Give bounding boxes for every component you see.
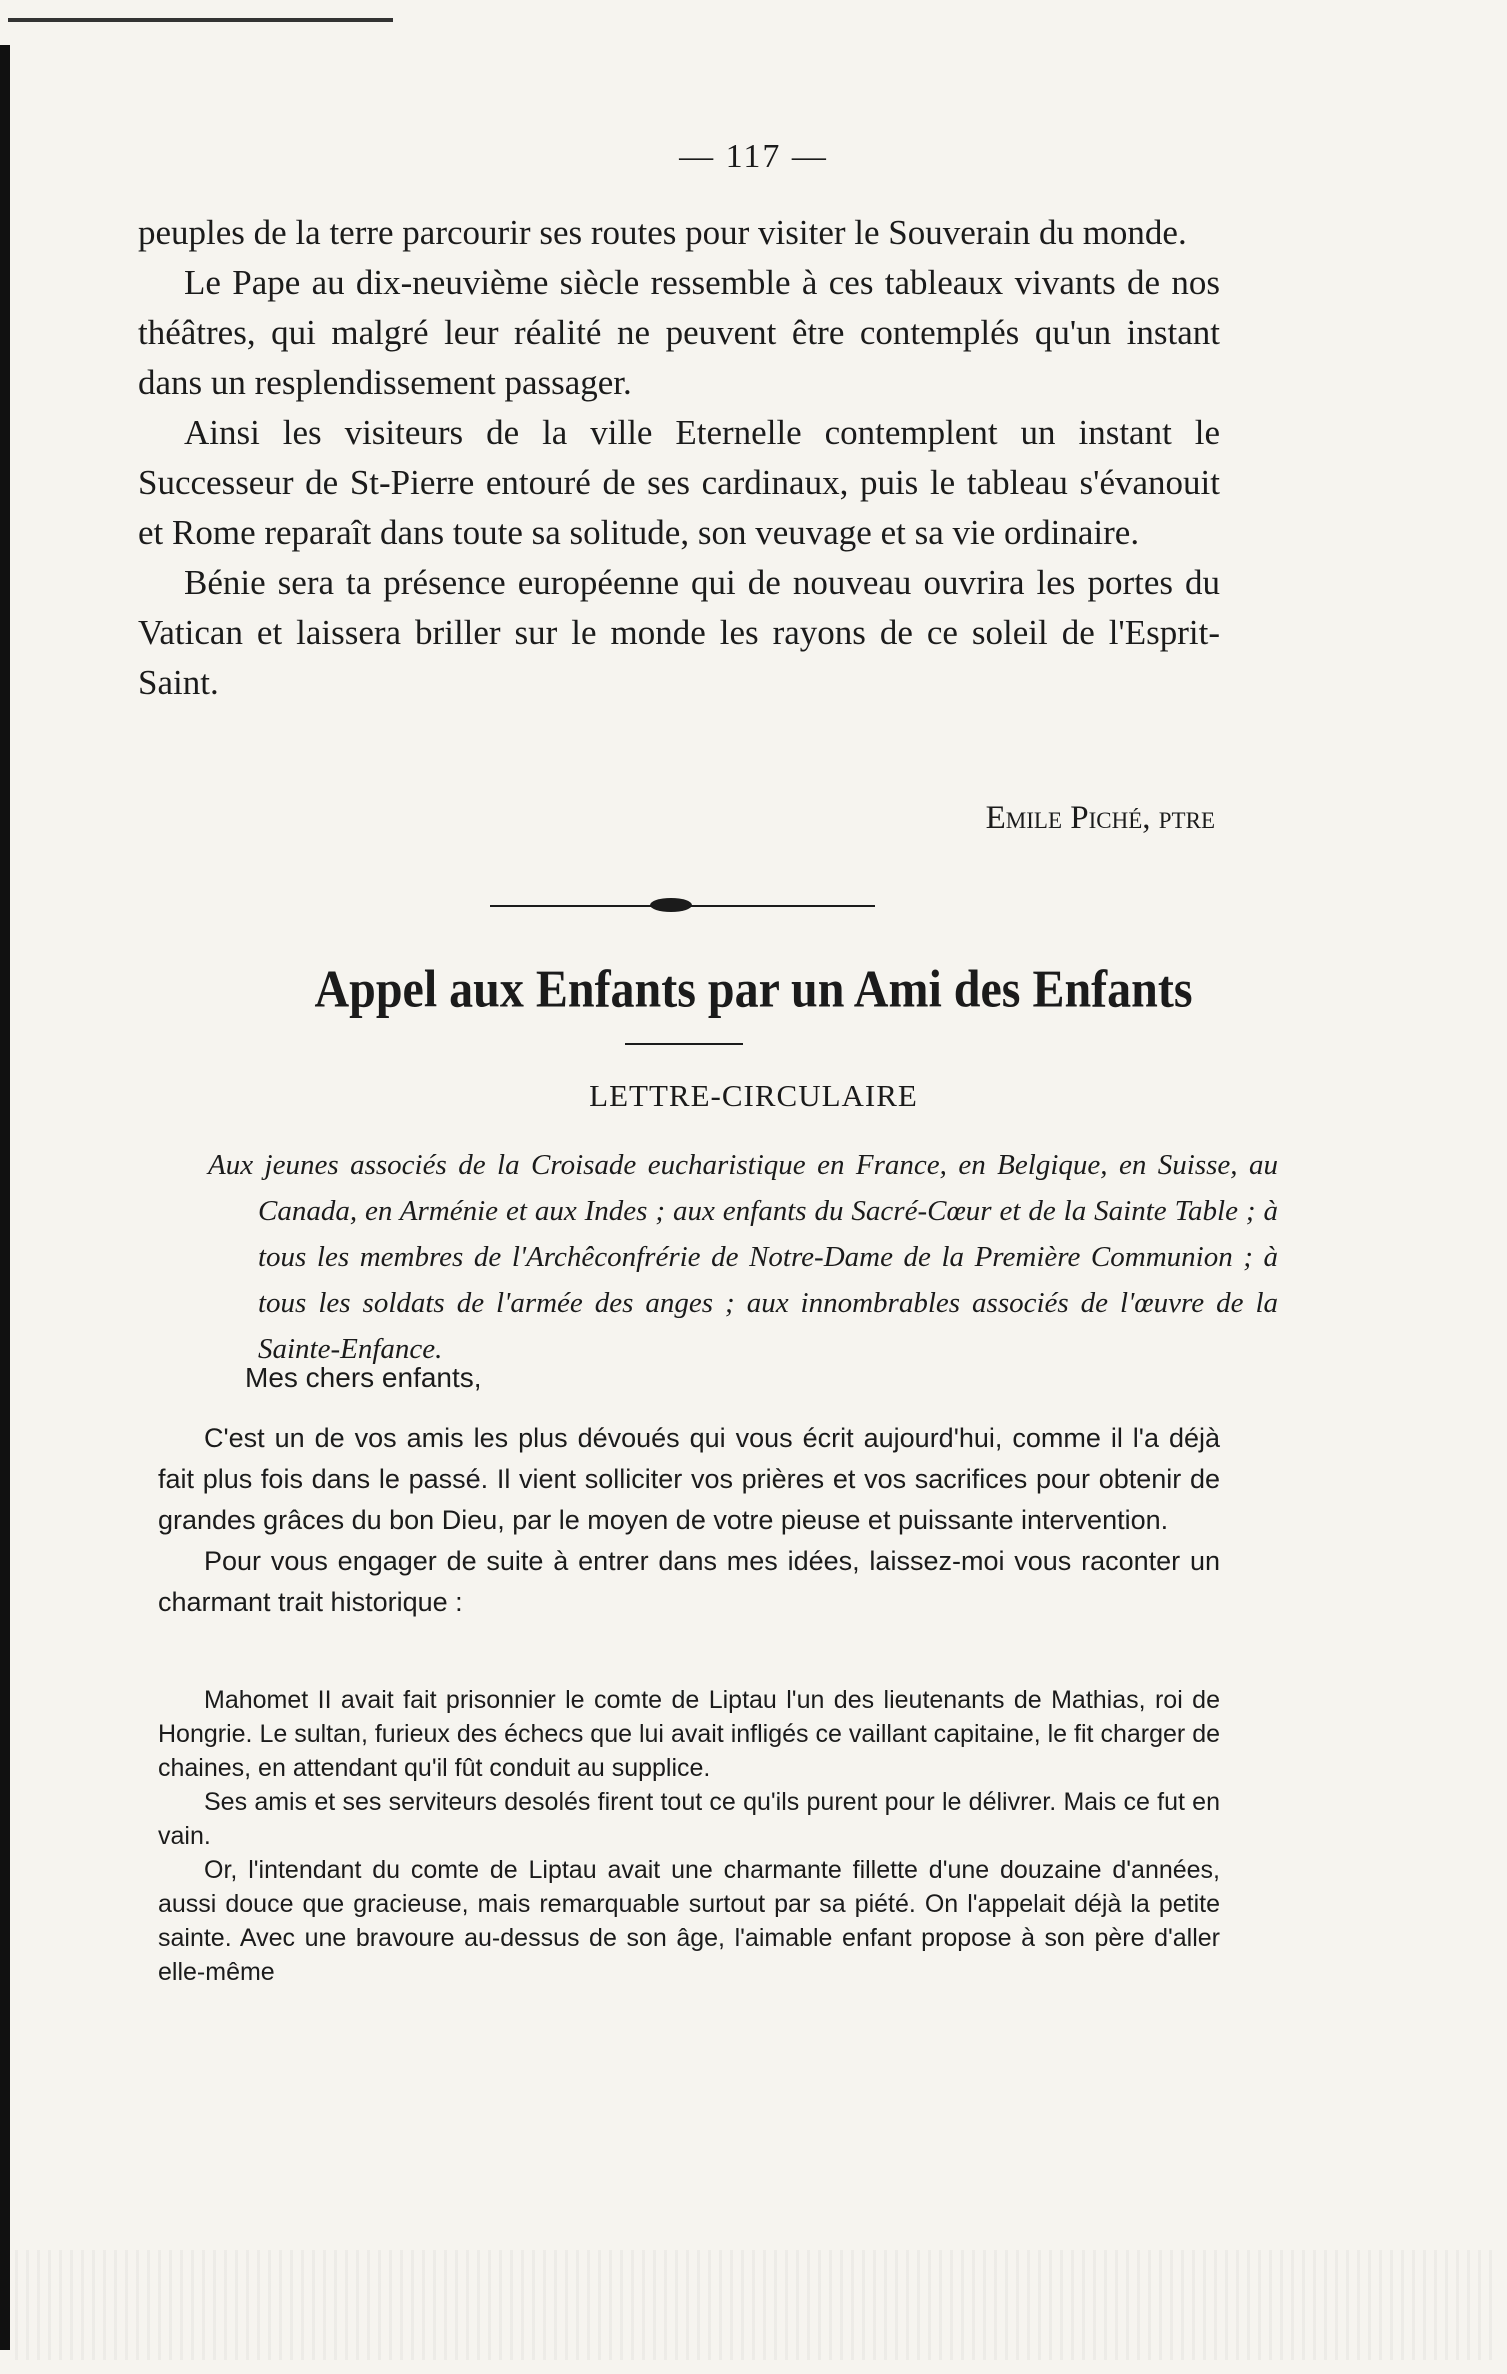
story-paragraph-1: Mahomet II avait fait prisonnier le comte de Liptau l'un des lieutenants de Mathias, roi de Hongrie. Le sultan, furieux des échecs que lui avait infligés ce vaillant capitaine, le fit charger de chaines, en attendant qu'il fût conduit au supplice. xyxy=(158,1686,1220,1782)
story-text xyxy=(158,1683,1220,1989)
title-underline xyxy=(625,1043,743,1045)
intro-paragraph-3: Ainsi les visiteurs de la ville Eternelle contemplent un instant le Successeur de St-Pierre entouré de ses cardinaux, puis le tableau s'évanouit et Rome reparaît dans toute sa solitude, son veuvage et sa vie ordinaire. xyxy=(138,413,1220,552)
article-title: Appel aux Enfants par un Ami des Enfants xyxy=(314,960,1193,1019)
scan-noise xyxy=(15,2250,1495,2360)
letter-paragraph-1: C'est un de vos amis les plus dévoués qui vous écrit aujourd'hui, comme il l'a déjà fait plus fois dans le passé. Il vient solliciter vos prières et vos sacrifices pour obtenir de grandes grâces du bon Dieu, par le moyen de votre pieuse et puissante intervention. xyxy=(158,1423,1220,1535)
intro-paragraph-1: peuples de la terre parcourir ses routes pour visiter le Souverain du monde. xyxy=(138,213,1187,252)
letter-paragraph-2: Pour vous engager de suite à entrer dans mes idées, laissez-moi vous raconter un charmant trait historique : xyxy=(158,1546,1220,1617)
salutation: Mes chers enfants, xyxy=(245,1362,482,1393)
page-number: — 117 — xyxy=(679,138,828,175)
author-signature: Emile Piché, ptre xyxy=(985,800,1215,836)
letter-text xyxy=(158,1418,1220,1623)
binding-edge xyxy=(0,45,10,2350)
story-paragraph-2: Ses amis et ses serviteurs desolés firent tout ce qu'ils purent pour le délivrer. Mais ce fut en vain. xyxy=(158,1788,1220,1850)
article-subtitle: LETTRE-CIRCULAIRE xyxy=(589,1078,918,1113)
intro-paragraph-4: Bénie sera ta présence européenne qui de nouveau ouvrira les portes du Vatican et laissera briller sur le monde les rayons de ce soleil de l'Esprit-Saint. xyxy=(138,563,1220,702)
separator-ornament xyxy=(650,898,692,912)
dedication: Aux jeunes associés de la Croisade eucharistique en France, en Belgique, en Suisse, au Canada, en Arménie et aux Indes ; aux enfants du Sacré-Cœur et de la Sainte Table ; à tous les membres de l'Archêconfrérie de Notre-Dame de la Première Communion ; à tous les soldats de l'armée des anges ; aux innombrables associés de l'œuvre de la Sainte-Enfance. xyxy=(208,1149,1278,1365)
top-edge-rule xyxy=(8,18,393,22)
intro-paragraph-2: Le Pape au dix-neuvième siècle ressemble à ces tableaux vivants de nos théâtres, qui malgré leur réalité ne peuvent être contemplés qu'un instant dans un resplendissement passager. xyxy=(138,263,1220,402)
intro-text xyxy=(138,208,1220,708)
story-paragraph-3: Or, l'intendant du comte de Liptau avait une charmante fillette d'une douzaine d'années, aussi douce que gracieuse, mais remarquable surtout par sa piété. On l'appelait déjà la petite sainte. Avec une bravoure au-dessus de son âge, l'aimable enfant propose à son père d'aller elle-même xyxy=(158,1856,1220,1986)
